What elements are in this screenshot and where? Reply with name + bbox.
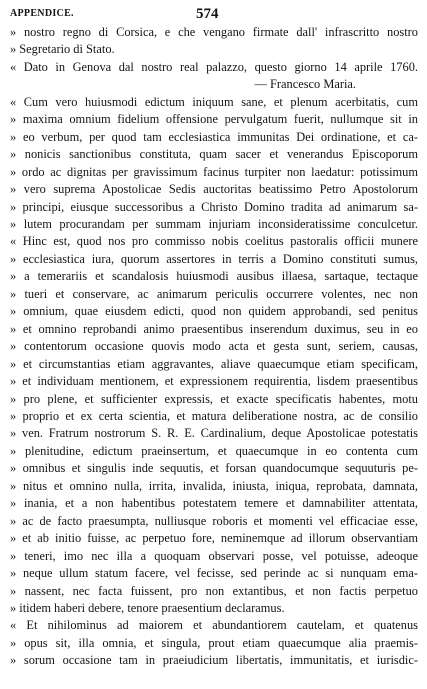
text-line: « Et nihilominus ad maiorem et abundantiorem cautelam, et quatenus (10, 618, 418, 633)
text-line: » a temerariis et scandalosis huiusmodi ausibus illaesa, sartaque, tectaque (10, 269, 418, 284)
text-line: » proprio et ex certa scientia, et matura deliberatione nostra, ac de consilio (10, 408, 418, 423)
text-line: » ven. Fratrum nostrorum S. R. E. Cardinalium, deque Apostolicae potestatis (10, 426, 418, 441)
text-line: » lutem procurandam per summam injuriam inconsideratissime conculcetur. (10, 216, 418, 231)
text-line: » inania, et a non habentibus potestatem temere et damnabiliter attentata, (10, 496, 418, 511)
text-line: » plenitudine, edictum praeinsertum, et quaecumque in eo contenta cum (10, 443, 418, 458)
text-line: » et individuam mentionem, et expressionem requirentia, lisdem praesentibus (10, 374, 418, 389)
text-line: » vero suprema Apostolicae Sedis auctoritas beatissimo Petro Apostolorum (10, 182, 418, 197)
text-line: » tueri et conservare, ac animarum periculis occurrere volentes, nec non (10, 286, 418, 301)
body-text (10, 24, 418, 670)
text-line: » itidem haberi debere, tenore praesentium declaramus. (10, 600, 285, 615)
text-line: » teneri, imo nec illa a quoquam observari posse, vel potuisse, adeoque (10, 548, 418, 563)
text-line: » maxima omnium fidelium offensione pervulgatum fuerit, nullumque sit in (10, 112, 418, 127)
text-line: « Cum vero huiusmodi edictum iniquum sane, et plenum acerbitatis, cum (10, 94, 418, 109)
text-line: » et circumstantias etiam aggravantes, aliave quaecumque etiam specificam, (10, 356, 418, 371)
text-line: » et ab initio fuisse, ac perpetuo fore, neminemque ad illorum observantiam (10, 531, 418, 546)
text-line: » Segretario di Stato. (10, 42, 115, 57)
text-line: » pro plene, et sufficienter expressis, et exacte specificatis habentes, motu (10, 391, 418, 406)
text-line: » nostro regno di Corsica, e che vengano firmate dall' infrascritto nostro (10, 25, 418, 39)
running-title: APPENDICE. (10, 8, 74, 19)
page-number: 574 (196, 6, 219, 22)
text-line: » ac de facto praesumpta, nulliusque roboris et momenti vel efficaciae esse, (10, 513, 418, 528)
text-line: » ecclesiastica iura, quorum assertores in terris a Domino constituti sumus, (10, 251, 418, 266)
text-line: » contentorum occasione quovis modo acta et gesta sunt, seriem, causas, (10, 339, 418, 354)
text-line: » sorum occasione tam in praeiudicium libertatis, immunitatis, et iurisdic- (10, 653, 418, 668)
text-line: » principi, eiusque successoribus a Christo Domino tradita ad animarum sa- (10, 199, 418, 214)
text-line: » eo verbum, per quod tam ecclesiastica immunitas Dei ordinatione, et ca- (10, 129, 418, 144)
text-line: » omnibus et singulis inde sequutis, et forsan quandocumque sequuturis pe- (10, 461, 418, 476)
text-line: » ordo ac dignitas per gravissimum facinus turpiter non laedatur: potissimum (10, 164, 418, 179)
text-line: » nitus et omnino nulla, irrita, invalida, iniusta, iniqua, reprobata, damnata, (10, 478, 418, 493)
text-line: » neque ullum statum facere, vel fecisse, sed perinde ac si nunquam ema- (10, 566, 418, 581)
text-line: « Dato in Genova dal nostro real palazzo, questo giorno 14 aprile 1760. (10, 59, 418, 74)
text-line: « Hinc est, quod nos pro commisso nobis coelitus pastoralis officii munere (10, 234, 418, 249)
text-line: » opus sit, illa omnia, et singula, prout etiam quaecumque alia praemis- (10, 635, 418, 650)
text-line: — Francesco Maria. (254, 77, 356, 92)
text-line: » nassent, nec facta fuissent, pro non extantibus, et non factis perpetuo (10, 583, 418, 598)
text-line: » et omnino reprobandi animo praesentibus inserendum duximus, seu in eo (10, 321, 418, 336)
text-line: » omnium, quae eiusdem edicti, quod non quidem approbandi, sed penitus (10, 304, 418, 319)
text-line: » nonicis sanctionibus constituta, quam sacer et venerandus Episcoporum (10, 147, 418, 162)
